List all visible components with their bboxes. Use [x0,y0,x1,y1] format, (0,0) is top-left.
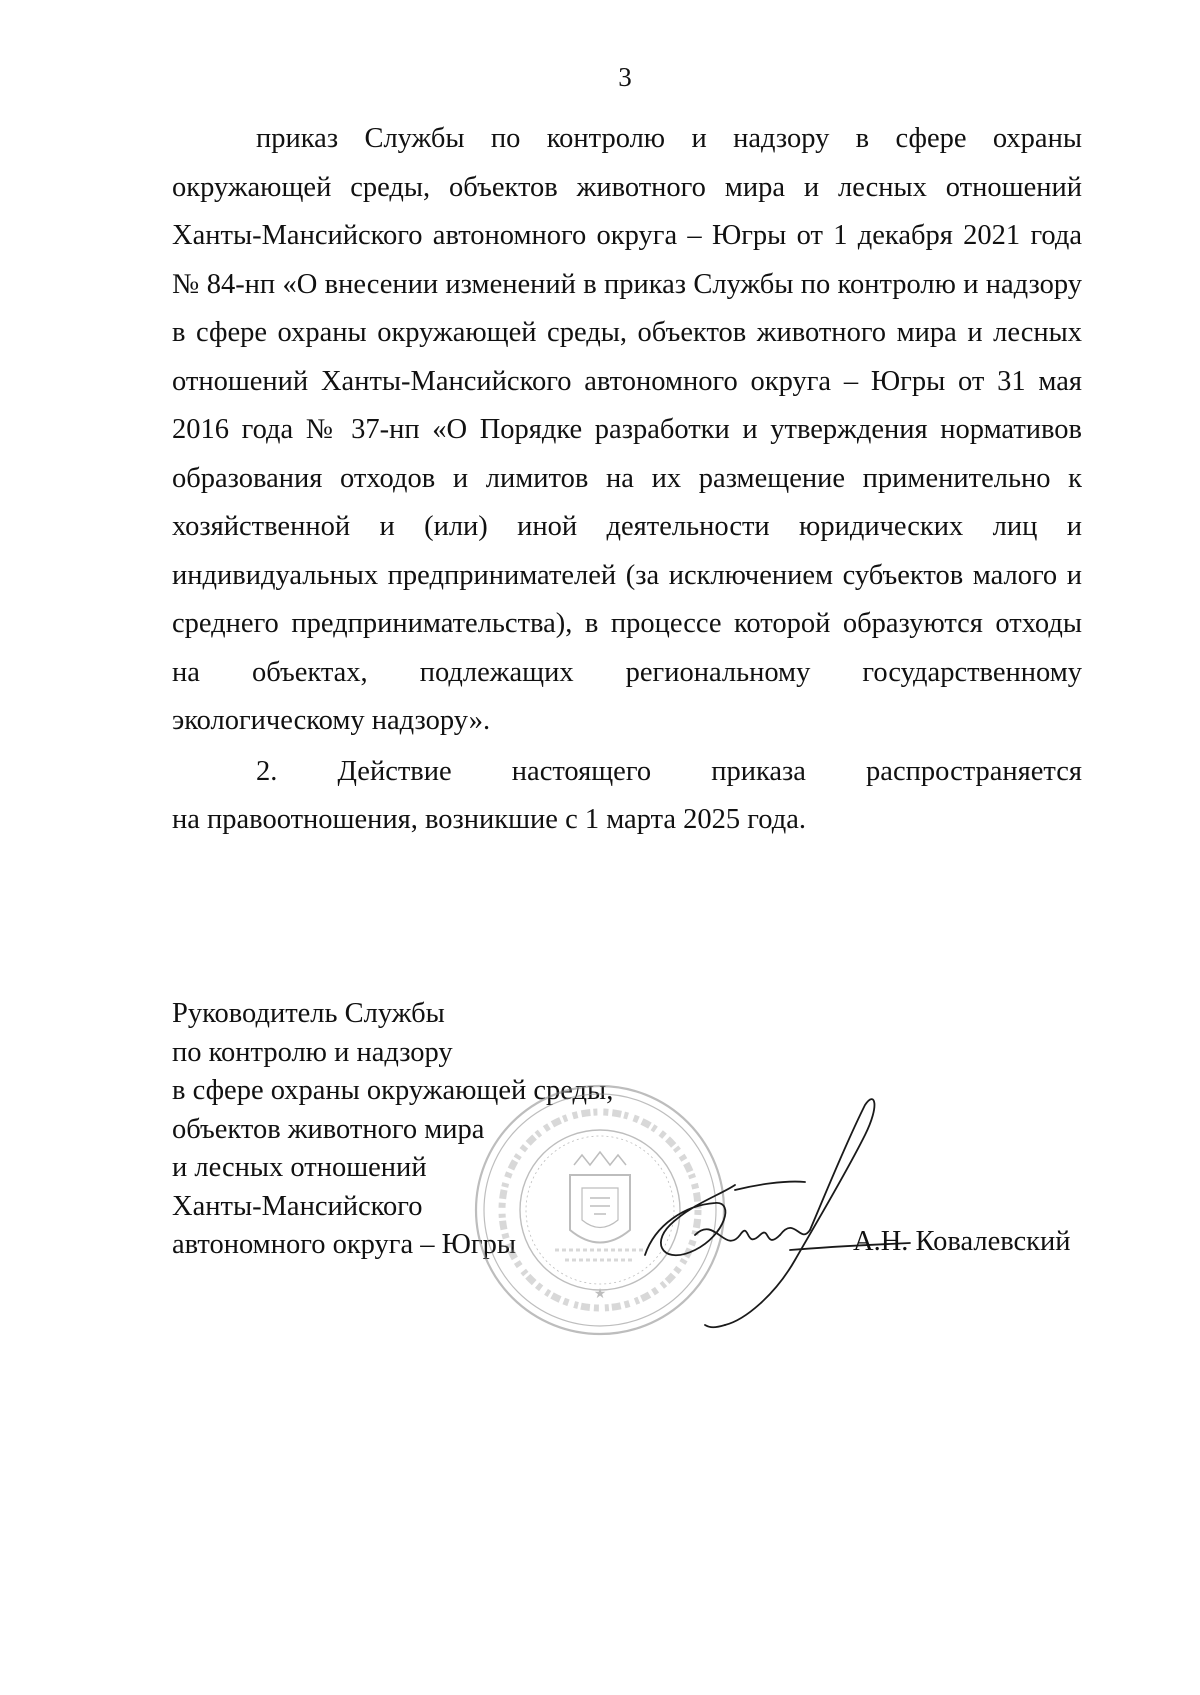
signatory-position-line: объектов животного мира [172,1113,485,1145]
paragraph-2 [172,748,1082,797]
signatory-position-line: автономного округа – Югры [172,1229,517,1260]
signatory-position-line: в сфере охраны окружающей среды, [172,1075,614,1106]
paragraph-2-line-2: на правоотношения, возникшие с 1 марта 2025 года. [172,804,806,835]
document-body [172,115,1082,845]
signatory-name: А.Н. Ковалевский [853,1226,1071,1257]
signatory-position-line: Ханты-Мансийского [172,1190,423,1222]
paragraph-1: приказ Службы по контролю и надзору в сфере охраны окружающей среды, объектов животного мира и лесных отношений Ханты-Мансийского автономного округа – Югры от 1 декабря 2021 года № 84-нп «О внесении изменений в приказ Службы по контролю и надзору в сфере охраны окружающей среды, объектов животного мира и лесных отношений Ханты-Мансийского автономного округа – Югры от 31 мая 2016 года № 37-нп «О Порядке разработки и утверждения нормативов образования отходов и лимитов на их размещение применительно к хозяйственной и (или) иной деятельности юридических лиц и индивидуальных предпринимателей (за исключением субъектов малого и среднего предпринимательства), в процессе которой образуются отходы на объектах, подлежащих региональному государственному экологическому надзору». [172,123,1082,736]
page-number: 3 [618,62,632,92]
signatory-position-line: по контролю и надзору [172,1036,453,1068]
svg-text:★: ★ [593,1286,607,1302]
handwritten-signature [625,1085,915,1335]
paragraph-2-line-1: 2. Действие настоящего приказа распространяется [256,755,1082,787]
signatory-position-line: Руководитель Службы [172,998,445,1029]
signatory-position-line: и лесных отношений [172,1152,427,1183]
